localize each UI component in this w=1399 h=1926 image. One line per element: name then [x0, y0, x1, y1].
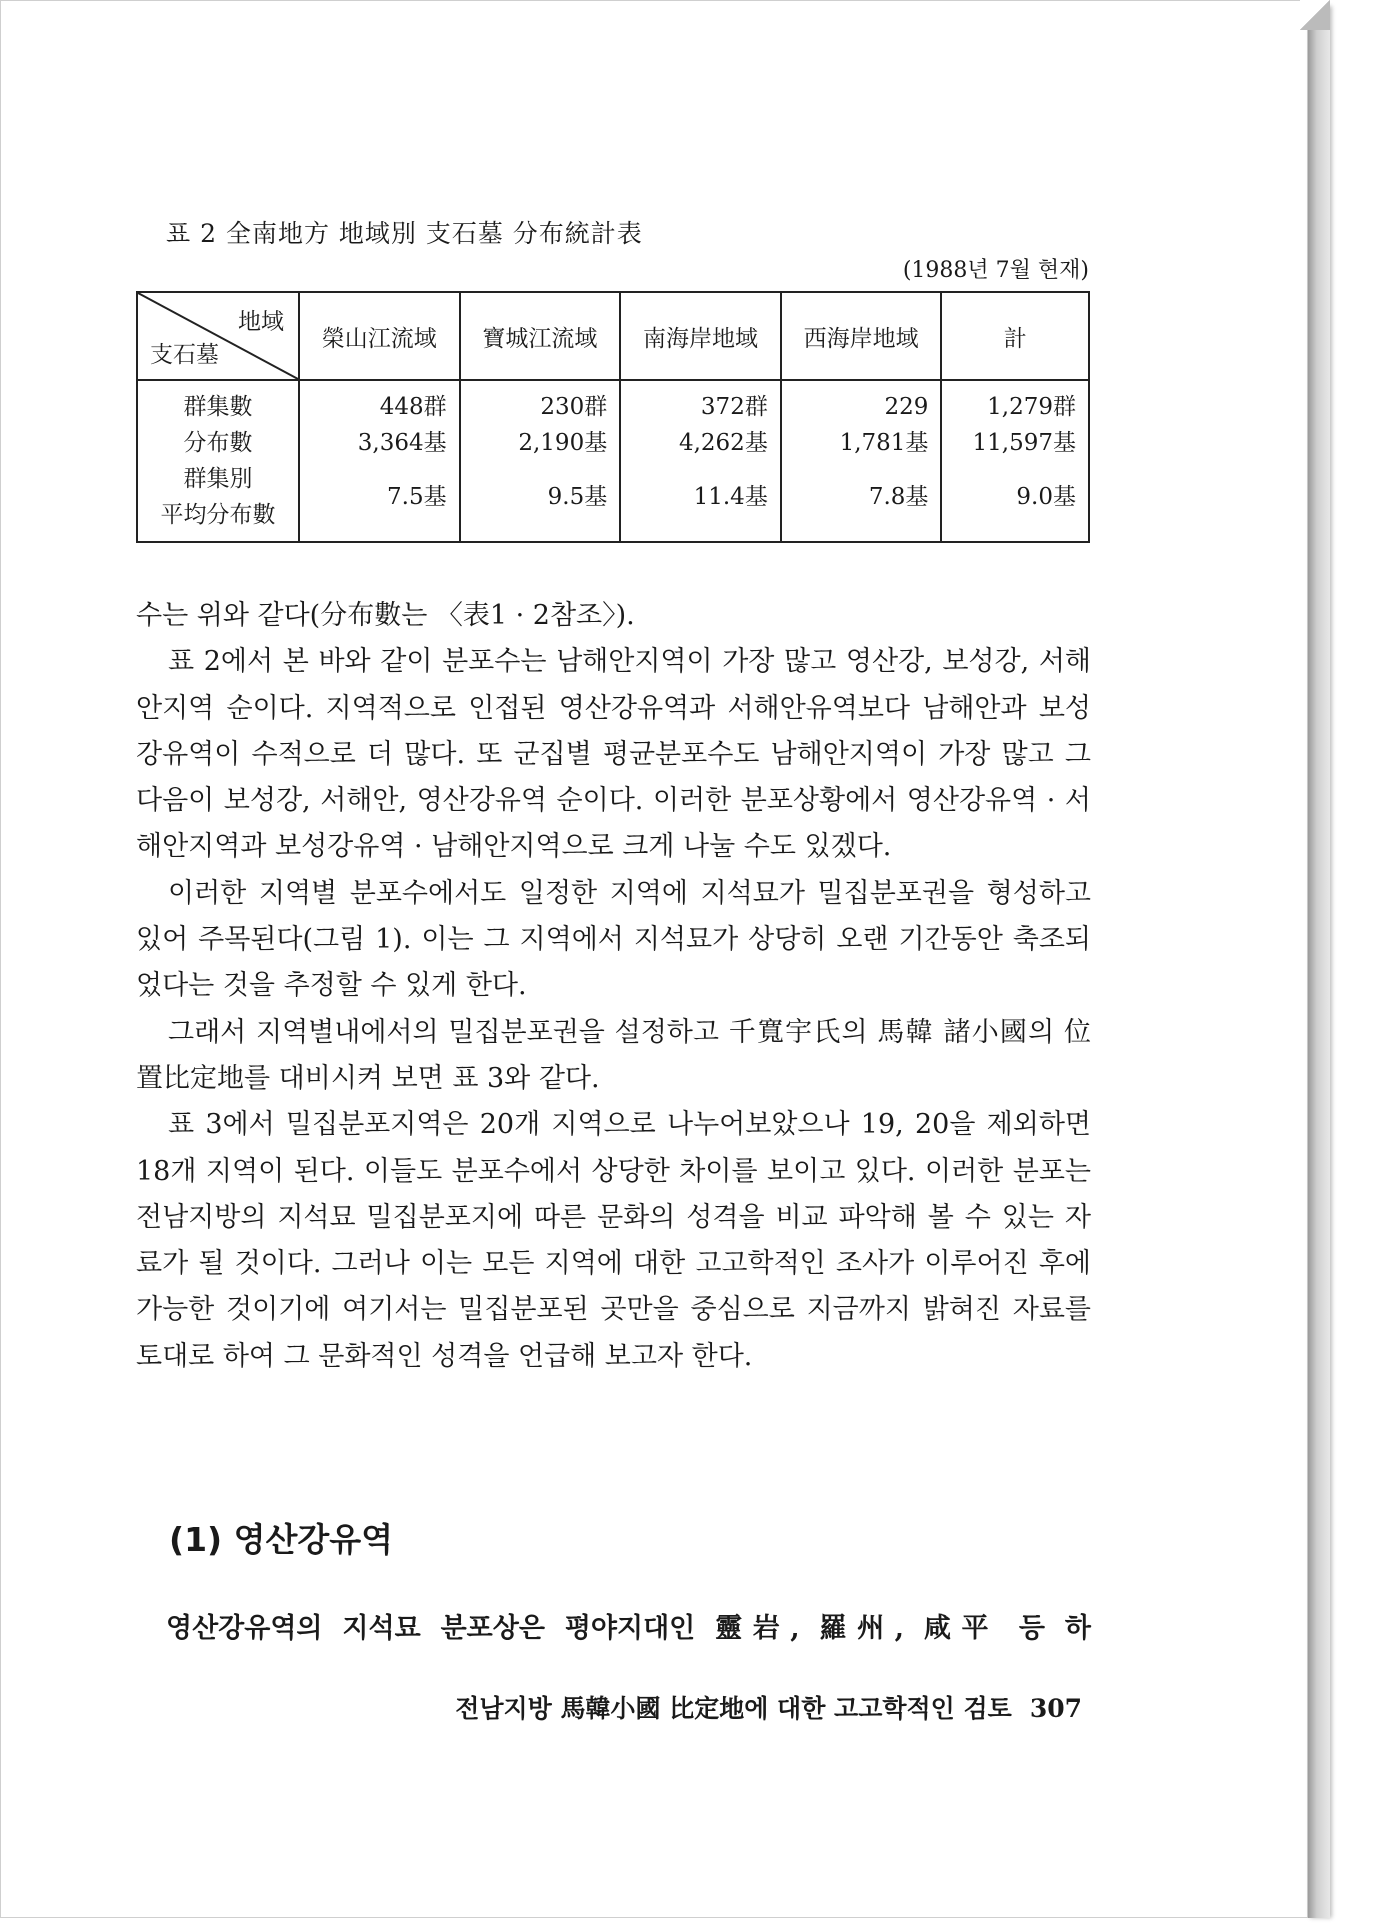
col-south-coast: [620, 380, 781, 542]
cell: 1,279群: [987, 394, 1076, 420]
col-total: [941, 380, 1089, 542]
cell: 9.5基: [547, 484, 608, 510]
body-text: [136, 593, 1091, 1380]
table-body-row: [137, 380, 1089, 542]
cell: 7.5基: [387, 484, 447, 510]
row-label-distribution: 分布數: [183, 430, 253, 456]
header-yeongsan: 榮山江流域: [299, 292, 460, 380]
table-header-row: [137, 292, 1089, 380]
cell: 230群: [540, 394, 608, 420]
header-west-coast: 西海岸地域: [781, 292, 942, 380]
row-label-average: 平均分布數: [160, 502, 276, 528]
running-title: 전남지방 馬韓小國 比定地에 대한 고고학적인 검토: [455, 1694, 1012, 1723]
cell: 1,781基: [839, 430, 929, 456]
header-south-coast: 南海岸地域: [620, 292, 781, 380]
row-label-groups: 群集數: [183, 394, 253, 420]
cell: 9.0基: [1016, 484, 1076, 510]
header-boseong: 寶城江流域: [460, 292, 621, 380]
row-label-per-group: 群集別: [183, 466, 253, 492]
cell: 4,262基: [678, 430, 768, 456]
cell: 2,190基: [518, 430, 608, 456]
cell: 11,597基: [972, 430, 1076, 456]
table-date-note: (1988년 7월 현재): [902, 258, 1089, 283]
paragraph: 표 2에서 본 바와 같이 분포수는 남해안지역이 가장 많고 영산강, 보성강, 서해안지역 순이다. 지역적으로 인접된 영산강유역과 서해안유역보다 남해안과 보성강유역이 수적으로 더 많다. 또 군집별 평균분포수도 남해안지역이 가장 많고 그 다음이 보성강, 서해안, 영산강유역 순이다. 이러한 분포상황에서 영산강유역 · 서해안지역과 보성강유역 · 남해안지역으로 크게 나눌 수도 있겠다.: [136, 646, 1091, 863]
paragraph: 그래서 지역별내에서의 밀집분포권을 설정하고 千寬宇氏의 馬韓 諸小國의 位置比定地를 대비시켜 보면 표 3와 같다.: [136, 1016, 1091, 1094]
cell: 372群: [700, 394, 768, 420]
table-caption: 표 2 全南地方 地域別 支石墓 分布統計表: [166, 219, 643, 248]
corner-label-dolmen: 支石墓: [150, 342, 219, 368]
paragraph: 수는 위와 같다(分布數는 〈表1 · 2참조〉).: [136, 600, 635, 631]
paragraph: 표 3에서 밀집분포지역은 20개 지역으로 나누어보았으나 19, 20을 제외하면 18개 지역이 된다. 이들도 분포수에서 상당한 차이를 보이고 있다. 이러한 분포는 전남지방의 지석묘 밀집분포지에 따른 문화의 성격을 비교 파악해 볼 수 있는 자료가 될 것이다. 그러나 이는 모든 지역에 대한 고고학적인 조사가 이루어진 후에 가능한 것이기에 여기서는 밀집분포된 곳만을 중심으로 지금까지 밝혀진 자료를 토대로 하여 그 문화적인 성격을 언급해 보고자 한다.: [136, 1109, 1091, 1372]
col-boseong: [460, 380, 621, 542]
cell: 448群: [379, 394, 447, 420]
page-number: 307: [1029, 1694, 1082, 1723]
cell: 229: [884, 394, 929, 420]
header-total: 計: [941, 292, 1089, 380]
paragraph: 이러한 지역별 분포수에서도 일정한 지역에 지석묘가 밀집분포권을 형성하고 있어 주목된다(그림 1). 이는 그 지역에서 지석묘가 상당히 오랜 기간동안 축조되었다는 것을 추정할 수 있게 한다.: [136, 877, 1091, 1002]
cell: 11.4基: [693, 484, 768, 510]
corner-label-region: 地域: [238, 309, 284, 335]
col-yeongsan: [299, 380, 460, 542]
col-west-coast: [781, 380, 942, 542]
table-corner-cell: [137, 292, 299, 380]
page-edge: [1308, 6, 1330, 1918]
cell: 7.8基: [868, 484, 929, 510]
page-footer: [455, 1689, 1082, 1725]
row-labels: [137, 380, 299, 542]
distribution-table: [136, 291, 1090, 543]
section-first-line: 영산강유역의 지석묘 분포상은 평야지대인 靈岩, 羅州, 咸平 등 하: [166, 1613, 1091, 1644]
cell: 3,364基: [357, 430, 447, 456]
section-heading: (1) 영산강유역: [169, 1520, 394, 1559]
page-fold: [1300, 0, 1330, 30]
